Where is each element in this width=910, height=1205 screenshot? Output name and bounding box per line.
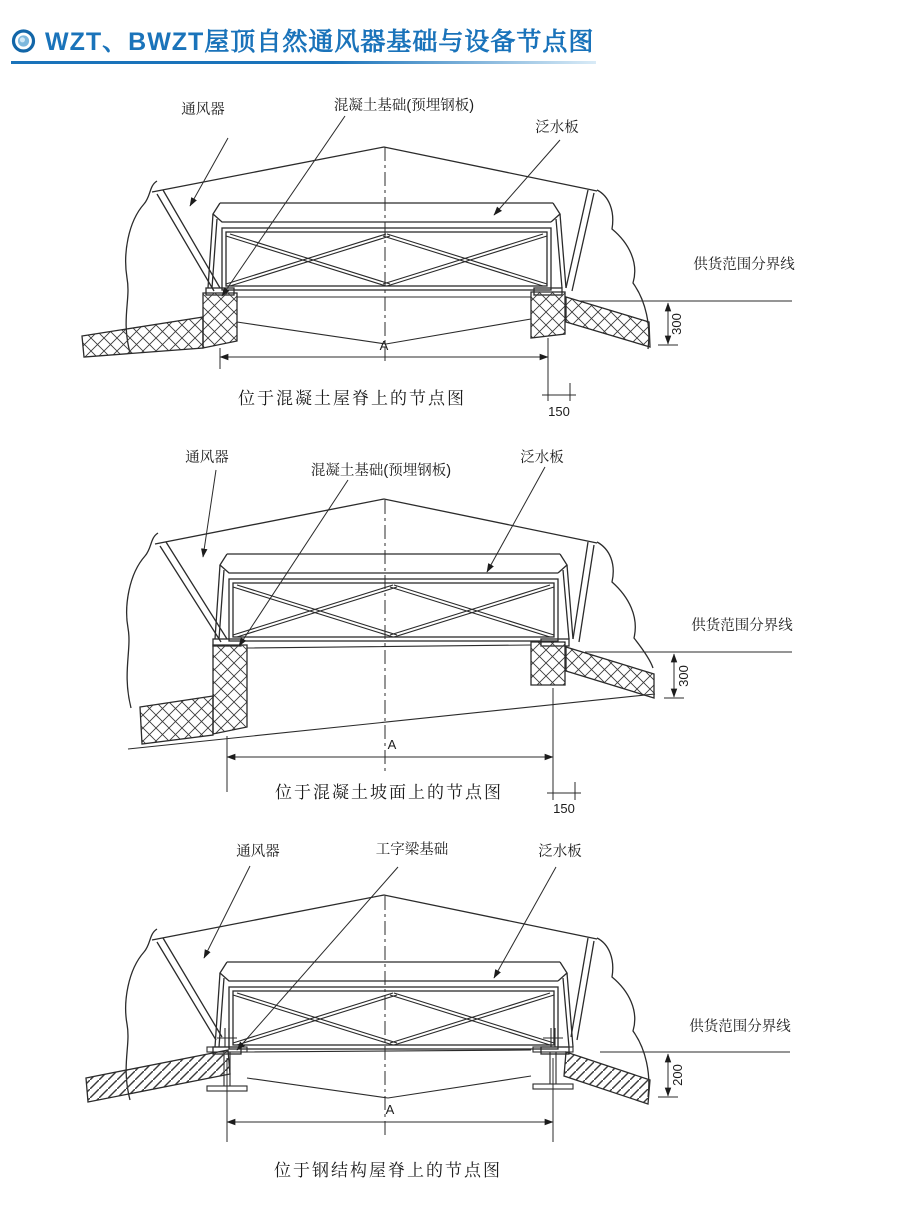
right-concrete-block [531,292,565,338]
right-roof-deck [564,1052,650,1104]
caption-diagram-3: 位于钢结构屋脊上的节点图 [274,1161,502,1180]
ventilator-unit [206,203,566,295]
right-roof-slab [566,647,654,698]
label-foundation: 混凝土基础(预埋钢板) [333,98,475,114]
ventilator-unit [213,962,573,1054]
left-roof-deck [86,1050,230,1102]
dim-A-label: A [379,338,389,353]
label-ventilator: 通风器 [185,450,229,466]
diagram-steel-ridge [86,840,791,1180]
label-ventilator: 通风器 [181,102,225,118]
diagram-concrete-slope [127,448,794,816]
right-roof-slab [566,297,650,347]
label-ventilator: 通风器 [236,844,280,860]
label-foundation: 工字梁基础 [375,842,449,858]
dim-A-label: A [387,737,397,752]
roof-slope-panels [157,938,594,1040]
label-flashing: 泛水板 [535,120,579,136]
dimension-300 [658,303,684,345]
left-roof-slab [82,317,203,357]
roof-peak-outline [152,895,597,940]
label-supply-boundary: 供货范围分界线 [693,257,795,273]
label-foundation: 混凝土基础(预埋钢板) [310,463,452,479]
dimension-A [227,688,553,792]
roof-peak-outline [155,499,597,544]
diagram-concrete-ridge [82,96,795,419]
label-flashing: 泛水板 [538,844,582,860]
right-concrete-block [531,642,565,685]
page-title: WZT、BWZT屋顶自然通风器基础与设备节点图 [45,28,595,56]
caption-diagram-2: 位于混凝土坡面上的节点图 [275,783,503,802]
label-supply-boundary: 供货范围分界线 [691,618,793,634]
dim-200-label: 200 [670,1064,685,1086]
left-concrete-block [213,645,247,734]
dim-150-label: 150 [548,404,570,419]
label-supply-boundary: 供货范围分界线 [689,1019,791,1035]
cloud-outline [127,533,653,708]
dimension-A [227,1058,553,1142]
dim-150-label: 150 [553,801,575,816]
ventilator-unit [213,554,573,646]
slab-surface-lines [247,1050,531,1098]
dim-300-label: 300 [669,313,684,335]
caption-diagram-1: 位于混凝土屋脊上的节点图 [238,389,466,408]
dimension-150 [547,757,581,816]
left-concrete-block [203,293,237,348]
dim-300-label: 300 [676,665,691,687]
label-flashing: 泛水板 [520,450,564,466]
slab-surface-lines [237,297,531,344]
dim-A-label: A [385,1102,395,1117]
left-roof-slab [140,696,213,744]
dimension-200 [658,1054,685,1097]
dimension-300 [664,654,691,698]
leader-lines [190,116,560,296]
leader-lines [204,866,556,1050]
dimension-150 [542,383,576,419]
